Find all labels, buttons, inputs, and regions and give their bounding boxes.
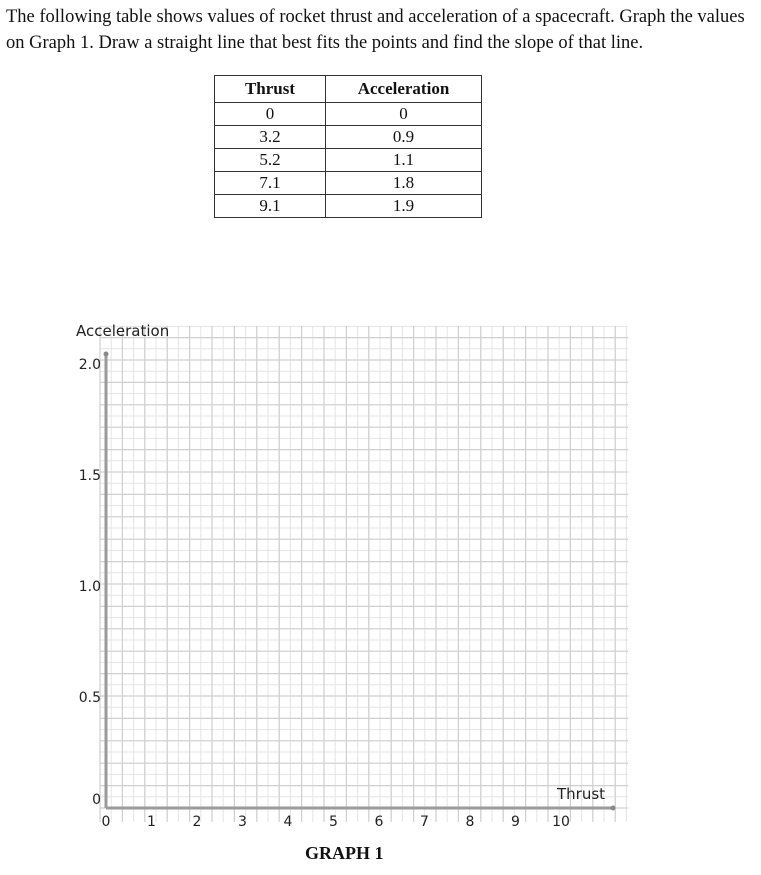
y-tick-label: 0	[92, 792, 101, 808]
x-axis-arrow-tip	[611, 806, 616, 811]
x-tick-label: 4	[283, 814, 293, 830]
header-thrust: Thrust	[215, 76, 326, 103]
x-tick-label: 10	[552, 814, 570, 830]
table-row	[215, 126, 482, 149]
x-tick-label: 2	[192, 814, 202, 830]
x-tick-label: 0	[101, 814, 111, 830]
thrust-cell: 5.2	[215, 149, 326, 172]
acceleration-cell: 1.8	[326, 172, 482, 195]
table-row	[215, 195, 482, 218]
y-tick-label: 0.5	[78, 690, 101, 706]
table-header-row	[215, 76, 482, 103]
y-axis-label: Acceleration	[76, 322, 170, 340]
thrust-cell: 9.1	[215, 195, 326, 218]
thrust-acceleration-table	[214, 75, 482, 218]
graph-title: GRAPH 1	[305, 843, 384, 863]
y-tick-labels	[79, 357, 101, 808]
table-row	[215, 103, 482, 126]
table-row	[215, 149, 482, 172]
x-tick-label: 5	[329, 814, 338, 830]
thrust-cell: 3.2	[215, 126, 326, 149]
y-tick-label: 1.5	[78, 468, 101, 484]
x-tick-label: 8	[465, 814, 475, 830]
acceleration-cell: 0.9	[326, 126, 482, 149]
x-tick-labels	[102, 814, 570, 830]
question-text: The following table shows values of rocket thrust and acceleration of a spacecraft. Graph the values on Graph 1. Draw a straight line that best fits the points and find the slope of that line.	[6, 7, 745, 53]
minor-gridlines	[100, 326, 628, 822]
y-tick-label: 1.0	[78, 579, 101, 595]
x-tick-label: 1	[147, 814, 156, 830]
acceleration-cell: 1.9	[326, 195, 482, 218]
y-tick-label: 2.0	[78, 357, 101, 373]
thrust-cell: 0	[215, 103, 326, 126]
table-row	[215, 172, 482, 195]
x-axis-label: Thrust	[557, 785, 606, 803]
x-tick-label: 3	[238, 814, 247, 830]
acceleration-cell: 0	[326, 103, 482, 126]
thrust-cell: 7.1	[215, 172, 326, 195]
graph-1-grid[interactable]	[0, 310, 761, 840]
y-axis-arrow-tip	[104, 352, 109, 357]
major-gridlines	[100, 326, 628, 822]
axes	[104, 352, 616, 811]
x-tick-label: 9	[511, 814, 520, 830]
x-tick-label: 6	[374, 814, 384, 830]
acceleration-cell: 1.1	[326, 149, 482, 172]
header-acceleration: Acceleration	[326, 76, 482, 103]
x-tick-label: 7	[420, 814, 429, 830]
